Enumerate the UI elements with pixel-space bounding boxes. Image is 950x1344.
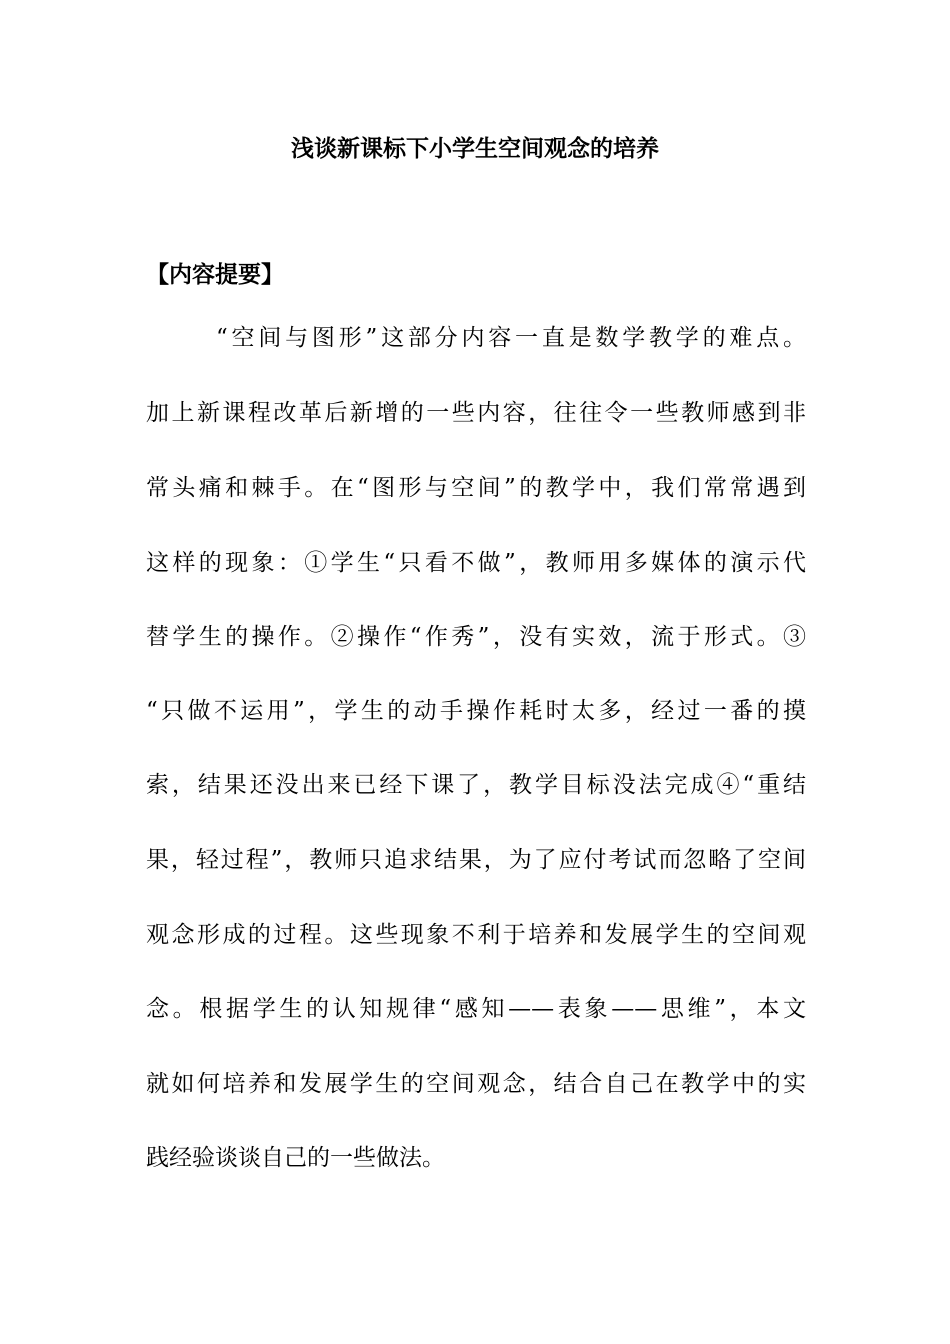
abstract-line: 观念形成的过程。这些现象不利于培养和发展学生的空间观 [146,922,806,948]
abstract-line: “只做不运用”，学生的动手操作耗时太多，经过一番的摸 [146,698,806,724]
abstract-line: 索，结果还没出来已经下课了，教学目标没法完成④“重结 [146,772,806,798]
abstract-line: 加上新课程改革后新增的一些内容，往往令一些教师感到非 [146,400,806,426]
abstract-line: 就如何培养和发展学生的空间观念，结合自己在教学中的实 [146,1071,806,1097]
document-title: 浅谈新课标下小学生空间观念的培养 [291,136,659,162]
section-heading-abstract: 【内容提要】 [146,262,284,288]
abstract-line: 念。根据学生的认知规律“感知——表象——思维”，本文 [146,996,806,1022]
abstract-line: 常头痛和棘手。在“图形与空间”的教学中，我们常常遇到 [146,475,806,501]
abstract-line: 这样的现象：①学生“只看不做”，教师用多媒体的演示代 [146,550,806,576]
abstract-line: 践经验谈谈自己的一些做法。 [146,1145,445,1171]
abstract-line: 果，轻过程”，教师只追求结果，为了应付考试而忽略了空间 [146,847,806,873]
abstract-line: 替学生的操作。②操作“作秀”，没有实效，流于形式。③ [146,624,806,650]
abstract-line: “空间与图形”这部分内容一直是数学教学的难点。 [216,325,806,351]
